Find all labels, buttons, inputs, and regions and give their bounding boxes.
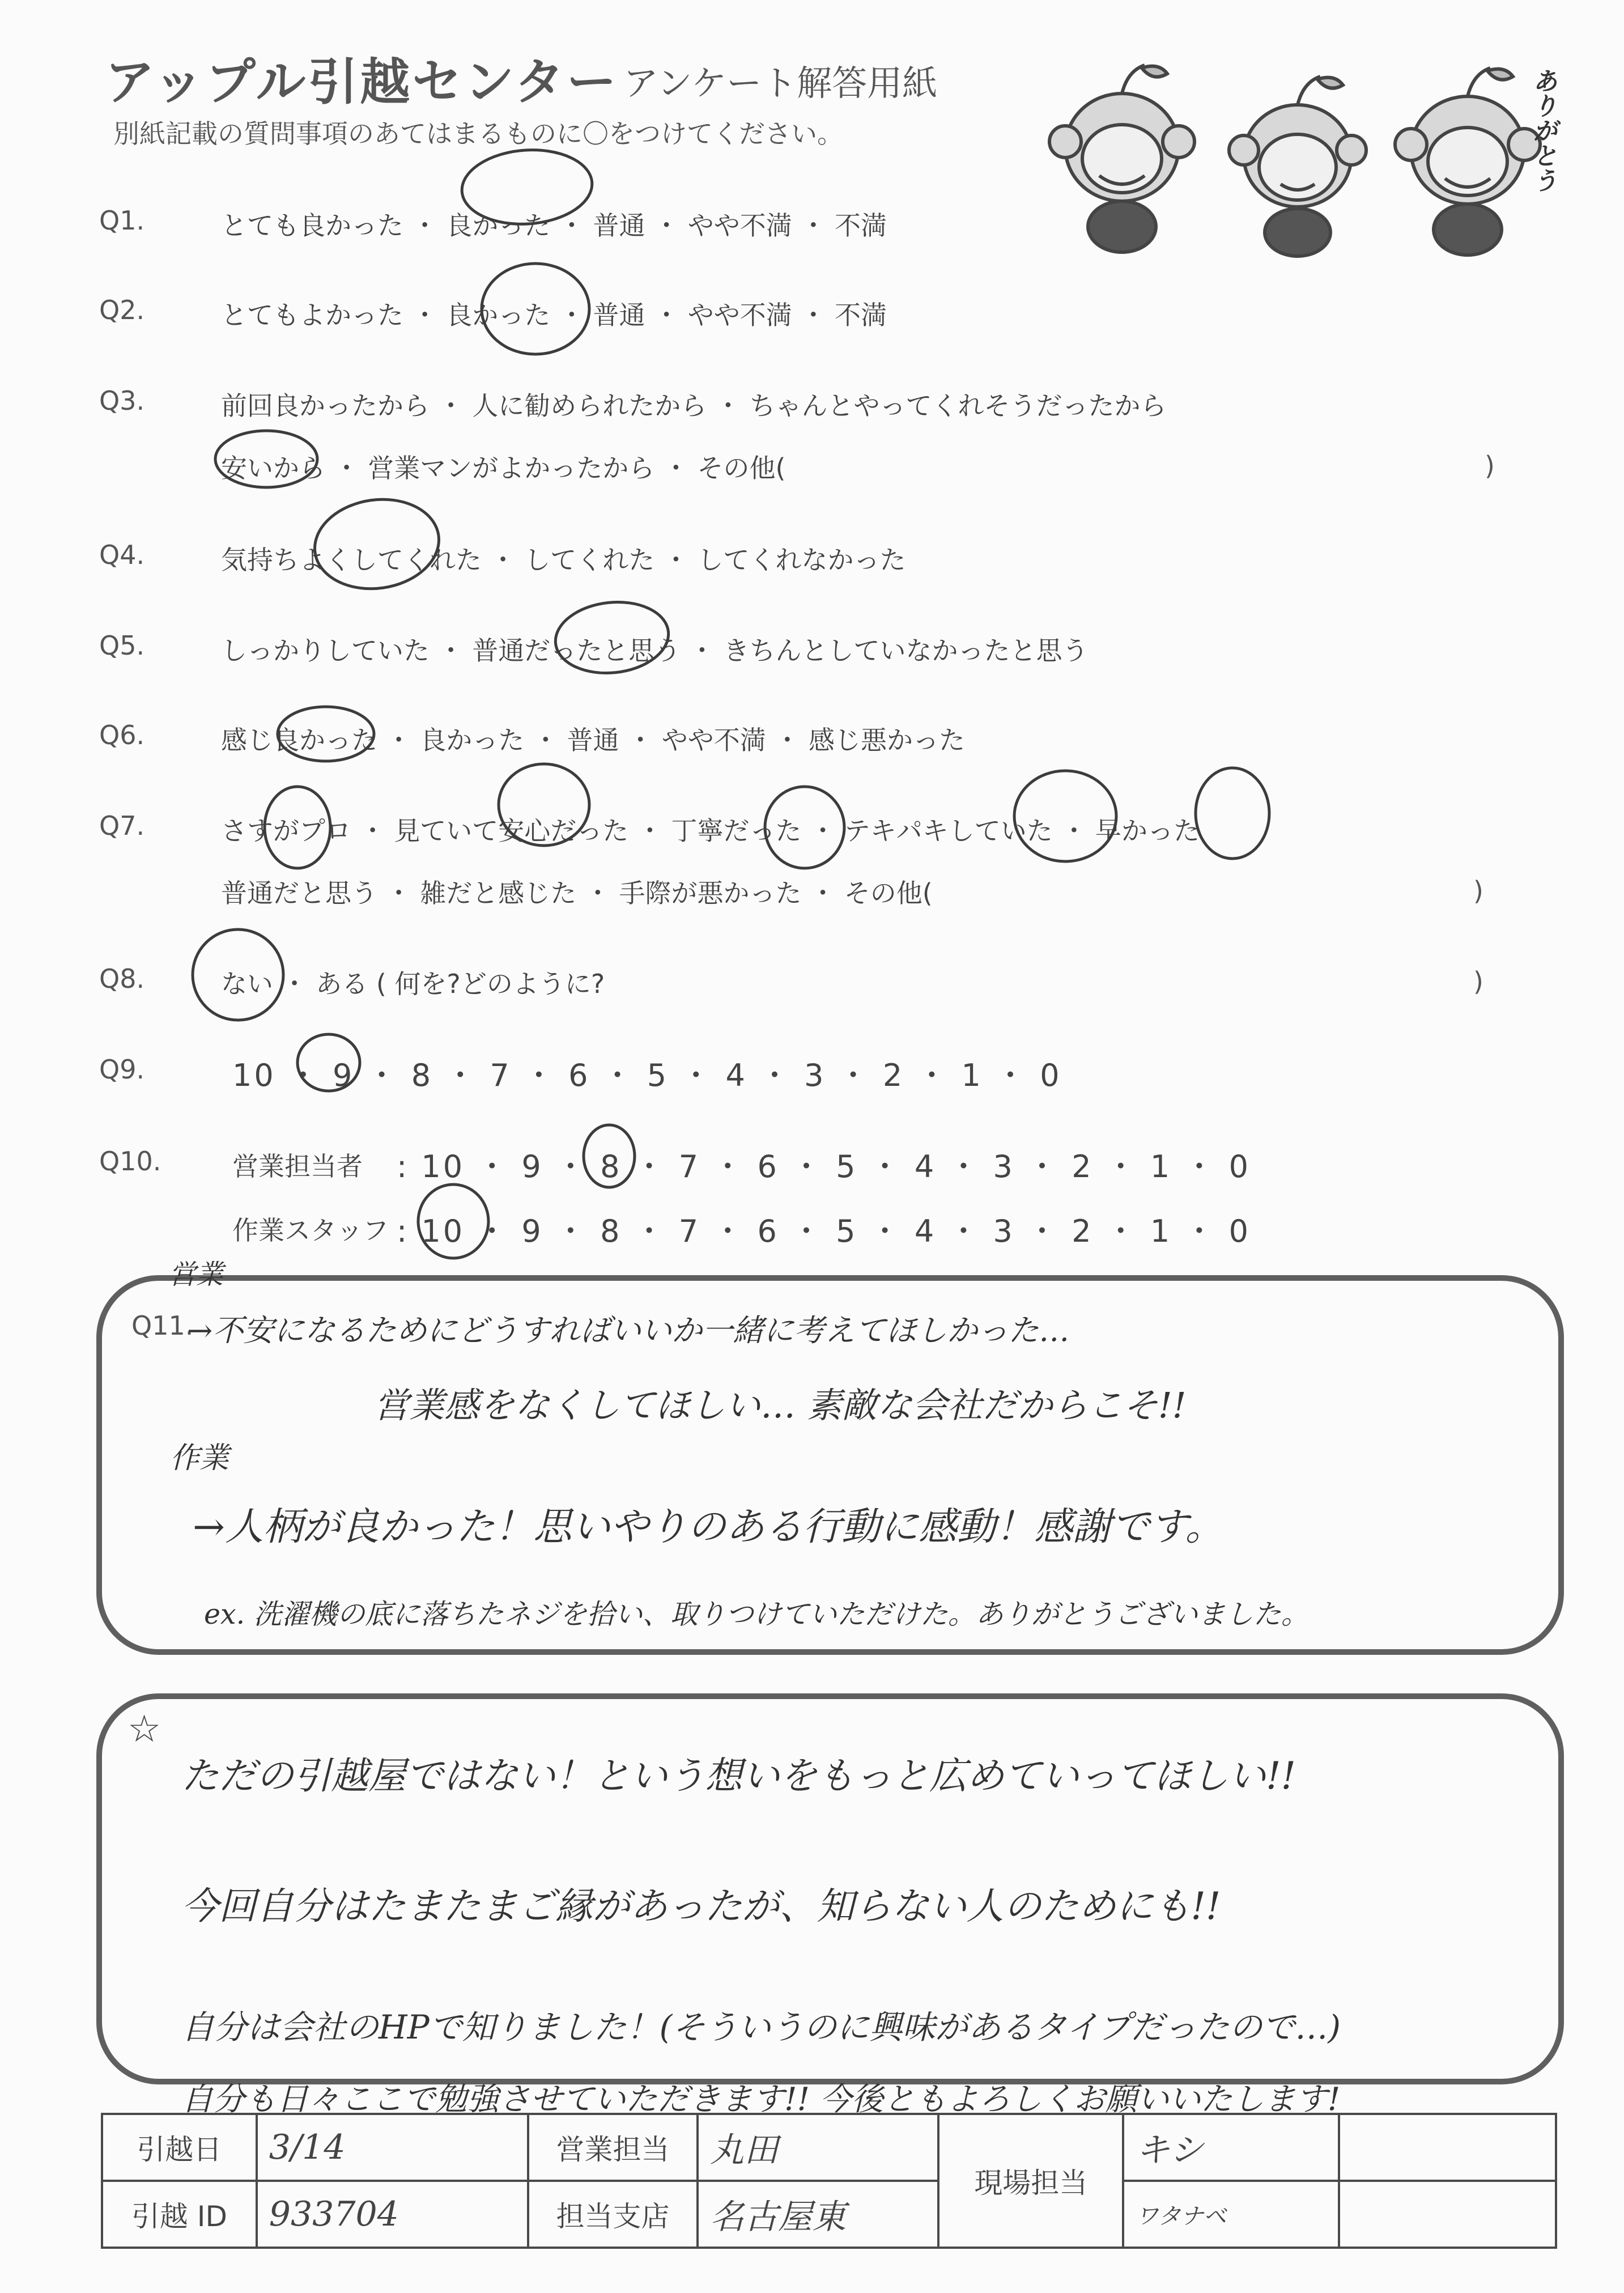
site-rep-label: 現場担当 (938, 2114, 1123, 2248)
site-rep-value-1: キシ (1123, 2114, 1339, 2181)
q6-label: Q6. (99, 720, 145, 750)
q10-staff-circle (418, 1184, 488, 1258)
q7-label: Q7. (99, 810, 145, 841)
sales-rep-label: 営業担当 (528, 2114, 698, 2181)
free-comment-line4: 自分も日々ここで勉強させていただきます!! 今後ともよろしくお願いいたします! (181, 2081, 1341, 2118)
q11-comment-line2: 営業感をなくしてほしい… 素敵な会社だからこそ!! (374, 1385, 1187, 1426)
q7-circle-5 (1196, 768, 1269, 859)
q3-close-paren: ) (1485, 451, 1495, 481)
q11-note-sales: 営業 (169, 1259, 224, 1290)
q1-options: とても良かった ・ 良かった ・ 普通 ・ やや不満 ・ 不満 (221, 210, 887, 241)
q2-options: とてもよかった ・ 良かった ・ 普通 ・ やや不満 ・ 不満 (221, 300, 887, 330)
q2-label: Q2. (99, 295, 145, 325)
sales-rep-value: 丸田 (698, 2114, 938, 2181)
q8-circle (193, 929, 283, 1020)
site-rep-blank-2 (1339, 2181, 1556, 2248)
q2-circle (482, 264, 589, 354)
move-id-label: 引越 ID (102, 2181, 257, 2248)
q10-sales-scale: : 10 ・ 9 ・ 8 ・ 7 ・ 6 ・ 5 ・ 4 ・ 3 ・ 2 ・ 1 ・ 0 (397, 1149, 1251, 1184)
q8-close-paren: ) (1473, 966, 1483, 997)
q10-staff-label: 作業スタッフ (232, 1215, 389, 1246)
q3-options: 前回良かったから ・ 人に勧められたから ・ ちゃんとやってくれそうだったから (221, 390, 1167, 421)
move-date-label: 引越日 (102, 2114, 257, 2181)
form-subtitle: アンケート解答用紙 (623, 62, 938, 104)
q10-label: Q10. (99, 1146, 161, 1177)
q11-label: Q11. (131, 1310, 194, 1341)
instruction-text: 別紙記載の質問事項のあてはまるものに〇をつけてください。 (113, 118, 843, 149)
site-rep-value-2: ワタナベ (1123, 2181, 1339, 2248)
q3-options-line2: 安いから ・ 営業マンがよかったから ・ その他( (221, 453, 786, 483)
q6-options: 感じ良かった ・ 良かった ・ 普通 ・ やや不満 ・ 感じ悪かった (221, 725, 965, 755)
q3-label: Q3. (99, 385, 145, 416)
move-date-value: 3/14 (257, 2114, 528, 2181)
footer-info-table (101, 2113, 1557, 2249)
q5-label: Q5. (99, 630, 145, 661)
q11-comment-line3: →人柄が良かった！思いやりのある行動に感動！感謝です。 (193, 1505, 1224, 1549)
q4-options: 気持ちよくしてくれた ・ してくれた ・ してくれなかった (221, 545, 906, 575)
q6-circle (278, 707, 374, 761)
q4-label: Q4. (99, 540, 145, 570)
q3-circle (215, 431, 317, 487)
q1-circle (460, 146, 595, 228)
branch-label: 担当支店 (528, 2181, 698, 2248)
q9-label: Q9. (99, 1054, 145, 1085)
q7-close-paren: ) (1473, 876, 1483, 906)
form-title: アップル引越センター (105, 53, 619, 111)
free-comment-line2: 今回自分はたまたまご縁があったが、知らない人のためにも!! (181, 1884, 1221, 1928)
q11-comment-line1: →不安になるためにどうすればいいか一緒に考えてほしかった… (187, 1313, 1070, 1348)
q8-options: ない ・ ある ( 何を?どのように? (221, 969, 605, 999)
q4-circle (309, 491, 445, 596)
q7-options: さすがプロ ・ 見ていて安心だった ・ 丁寧だった ・ テキパキしていた ・ 早かった (221, 816, 1200, 846)
move-id-value: 933704 (257, 2181, 528, 2248)
q9-circle (297, 1034, 360, 1091)
q11-note-work: 作業 (170, 1441, 229, 1475)
free-comment-line1: ただの引越屋ではない！という想いをもっと広めていってほしい!! (181, 1754, 1296, 1798)
q5-circle (552, 597, 672, 678)
q7-circle-2 (499, 764, 589, 846)
q5-options: しっかりしていた ・ 普通だったと思う ・ きちんとしていなかったと思う (221, 635, 1089, 666)
q7-circle-4 (1014, 771, 1116, 861)
q7-options-line2: 普通だと思う ・ 雑だと感じた ・ 手際が悪かった ・ その他( (221, 878, 933, 908)
q9-scale: 10 ・ 9 ・ 8 ・ 7 ・ 6 ・ 5 ・ 4 ・ 3 ・ 2 ・ 1 ・ 0 (232, 1058, 1062, 1093)
q10-sales-circle (584, 1125, 635, 1187)
mascot-caption: ありがとう (1528, 68, 1557, 193)
q11-comment-line4: ex. 洗濯機の底に落ちたネジを拾い、取りつけていただけた。ありがとうございました。 (204, 1598, 1309, 1630)
branch-value: 名古屋東 (698, 2181, 938, 2248)
site-rep-blank-1 (1339, 2114, 1556, 2181)
free-comment-line3: 自分は会社のHPで知りました！(そういうのに興味があるタイプだったので…) (181, 2008, 1341, 2046)
star-icon: ☆ (127, 1707, 161, 1751)
q1-label: Q1. (99, 205, 145, 236)
q8-label: Q8. (99, 963, 145, 994)
q10-staff-scale: : 10 ・ 9 ・ 8 ・ 7 ・ 6 ・ 5 ・ 4 ・ 3 ・ 2 ・ 1 ・ 0 (397, 1213, 1251, 1249)
q7-circle-3 (765, 787, 844, 868)
q7-circle-1 (265, 787, 330, 868)
q10-sales-label: 営業担当者 (232, 1151, 363, 1182)
